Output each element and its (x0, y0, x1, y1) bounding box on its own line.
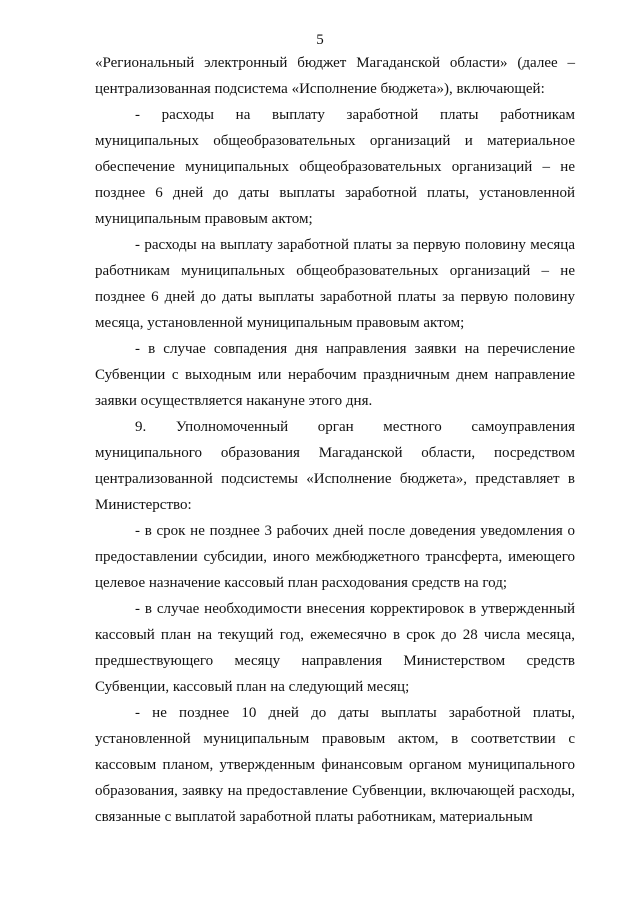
paragraph-cash-plan-month: - в случае необходимости внесения корректировок в утвержденный кассовый план на текущий год, ежемесячно в срок до 28 числа месяца, предшествующего месяцу направления Министерством средств Субвенции, кассовый план на следующий месяц; (95, 601, 575, 695)
page-number: 5 (316, 32, 324, 48)
paragraph-continuation: «Региональный электронный бюджет Магаданской области» (далее – централизованная подсистема «Исполнение бюджета»), включающей: (95, 55, 575, 97)
paragraph-subvention-request: - не позднее 10 дней до даты выплаты заработной платы, установленной муниципальным правовым актом, в соответствии с кассовым планом, утвержденным финансовым органом муниципального образования, заявку на предоставление Субвенции, включающей расходы, связанные с выплатой заработной платы работникам, материальным (95, 705, 575, 825)
paragraph-cash-plan-year: - в срок не позднее 3 рабочих дней после доведения уведомления о предоставлении субсидии, иного межбюджетного трансферта, имеющего целевое назначение кассовый план расходования средств на год; (95, 523, 575, 591)
paragraph-salary-expenses: - расходы на выплату заработной платы работникам муниципальных общеобразовательных организаций и материальное обеспечение муниципальных общеобразовательных организаций – не позднее 6 дней до даты выплаты заработной платы, установленной муниципальным правовым актом; (95, 107, 575, 227)
paragraph-holiday-rule: - в случае совпадения дня направления заявки на перечисление Субвенции с выходным или нерабочим праздничным днем направление заявки осуществляется накануне этого дня. (95, 341, 575, 409)
document-body (95, 50, 575, 830)
paragraph-half-month-salary: - расходы на выплату заработной платы за первую половину месяца работникам муниципальных общеобразовательных организаций – не позднее 6 дней до даты выплаты заработной платы за первую половину месяца, установленной муниципальным правовым актом; (95, 237, 575, 331)
paragraph-clause-9: 9. Уполномоченный орган местного самоуправления муниципального образования Магаданской области, посредством централизованной подсистемы «Исполнение бюджета», представляет в Министерство: (95, 419, 575, 513)
